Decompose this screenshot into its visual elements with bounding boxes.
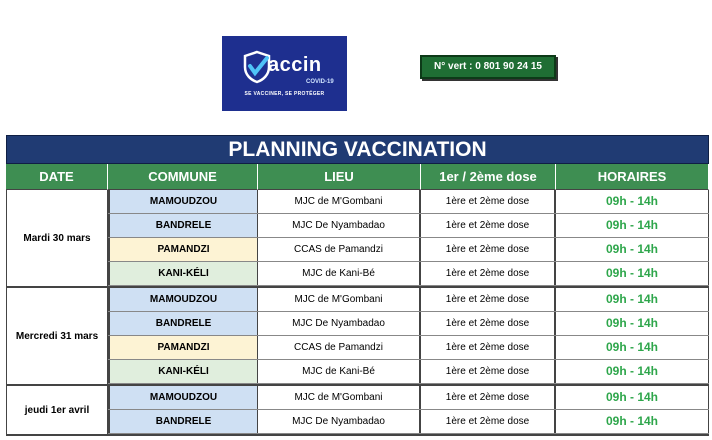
horaires-cell: 09h - 14h bbox=[556, 312, 709, 335]
dose-cell: 1ère et 2ème dose bbox=[421, 262, 556, 285]
commune-cell: BANDRELE bbox=[108, 214, 258, 237]
lieu-cell: MJC De Nyambadao bbox=[258, 214, 421, 237]
table-header bbox=[6, 164, 709, 190]
header-date: DATE bbox=[6, 164, 108, 190]
commune-cell: KANI-KÉLI bbox=[108, 360, 258, 383]
logo-brand: accin bbox=[268, 54, 322, 76]
horaires-cell: 09h - 14h bbox=[556, 238, 709, 261]
dose-cell: 1ère et 2ème dose bbox=[421, 410, 556, 433]
horaires-cell: 09h - 14h bbox=[556, 360, 709, 383]
logo-tagline: SE VACCINER, SE PROTÉGER bbox=[244, 91, 325, 97]
horaires-cell: 09h - 14h bbox=[556, 288, 709, 311]
dose-cell: 1ère et 2ème dose bbox=[421, 360, 556, 383]
lieu-cell: MJC de M'Gombani bbox=[258, 288, 421, 311]
day-group bbox=[6, 190, 709, 288]
commune-cell: MAMOUDZOU bbox=[108, 190, 258, 213]
table-title: PLANNING VACCINATION bbox=[6, 135, 709, 164]
horaires-cell: 09h - 14h bbox=[556, 262, 709, 285]
lieu-cell: MJC de M'Gombani bbox=[258, 190, 421, 213]
lieu-cell: MJC de Kani-Bé bbox=[258, 360, 421, 383]
dose-cell: 1ère et 2ème dose bbox=[421, 214, 556, 237]
vaccination-table bbox=[6, 135, 709, 436]
commune-cell: PAMANDZI bbox=[108, 238, 258, 261]
table-row bbox=[108, 214, 709, 238]
table-row bbox=[108, 312, 709, 336]
header-lieu: LIEU bbox=[258, 164, 421, 190]
date-cell: jeudi 1er avril bbox=[6, 386, 108, 434]
dose-cell: 1ère et 2ème dose bbox=[421, 288, 556, 311]
table-row bbox=[108, 190, 709, 214]
table-row bbox=[108, 262, 709, 286]
lieu-cell: CCAS de Pamandzi bbox=[258, 336, 421, 359]
header-commune: COMMUNE bbox=[108, 164, 258, 190]
commune-cell: PAMANDZI bbox=[108, 336, 258, 359]
header-dose: 1er / 2ème dose bbox=[421, 164, 556, 190]
lieu-cell: MJC De Nyambadao bbox=[258, 312, 421, 335]
lieu-cell: MJC de M'Gombani bbox=[258, 386, 421, 409]
lieu-cell: MJC de Kani-Bé bbox=[258, 262, 421, 285]
hotline-badge: N° vert : 0 801 90 24 15 bbox=[420, 55, 556, 79]
logo-subtitle: COVID-19 bbox=[306, 79, 334, 85]
dose-cell: 1ère et 2ème dose bbox=[421, 336, 556, 359]
horaires-cell: 09h - 14h bbox=[556, 190, 709, 213]
horaires-cell: 09h - 14h bbox=[556, 386, 709, 409]
table-row bbox=[108, 336, 709, 360]
date-cell: Mercredi 31 mars bbox=[6, 288, 108, 384]
vaccin-logo bbox=[222, 36, 347, 111]
commune-cell: MAMOUDZOU bbox=[108, 288, 258, 311]
dose-cell: 1ère et 2ème dose bbox=[421, 238, 556, 261]
horaires-cell: 09h - 14h bbox=[556, 336, 709, 359]
day-group bbox=[6, 288, 709, 386]
date-cell: Mardi 30 mars bbox=[6, 190, 108, 286]
commune-cell: BANDRELE bbox=[108, 410, 258, 433]
commune-cell: BANDRELE bbox=[108, 312, 258, 335]
lieu-cell: CCAS de Pamandzi bbox=[258, 238, 421, 261]
commune-cell: KANI-KÉLI bbox=[108, 262, 258, 285]
day-group bbox=[6, 386, 709, 436]
table-row bbox=[108, 288, 709, 312]
header-horaires: HORAIRES bbox=[556, 164, 709, 190]
table-row bbox=[108, 238, 709, 262]
lieu-cell: MJC De Nyambadao bbox=[258, 410, 421, 433]
dose-cell: 1ère et 2ème dose bbox=[421, 190, 556, 213]
dose-cell: 1ère et 2ème dose bbox=[421, 312, 556, 335]
horaires-cell: 09h - 14h bbox=[556, 214, 709, 237]
dose-cell: 1ère et 2ème dose bbox=[421, 386, 556, 409]
table-row bbox=[108, 410, 709, 434]
commune-cell: MAMOUDZOU bbox=[108, 386, 258, 409]
table-row bbox=[108, 386, 709, 410]
table-row bbox=[108, 360, 709, 384]
horaires-cell: 09h - 14h bbox=[556, 410, 709, 433]
